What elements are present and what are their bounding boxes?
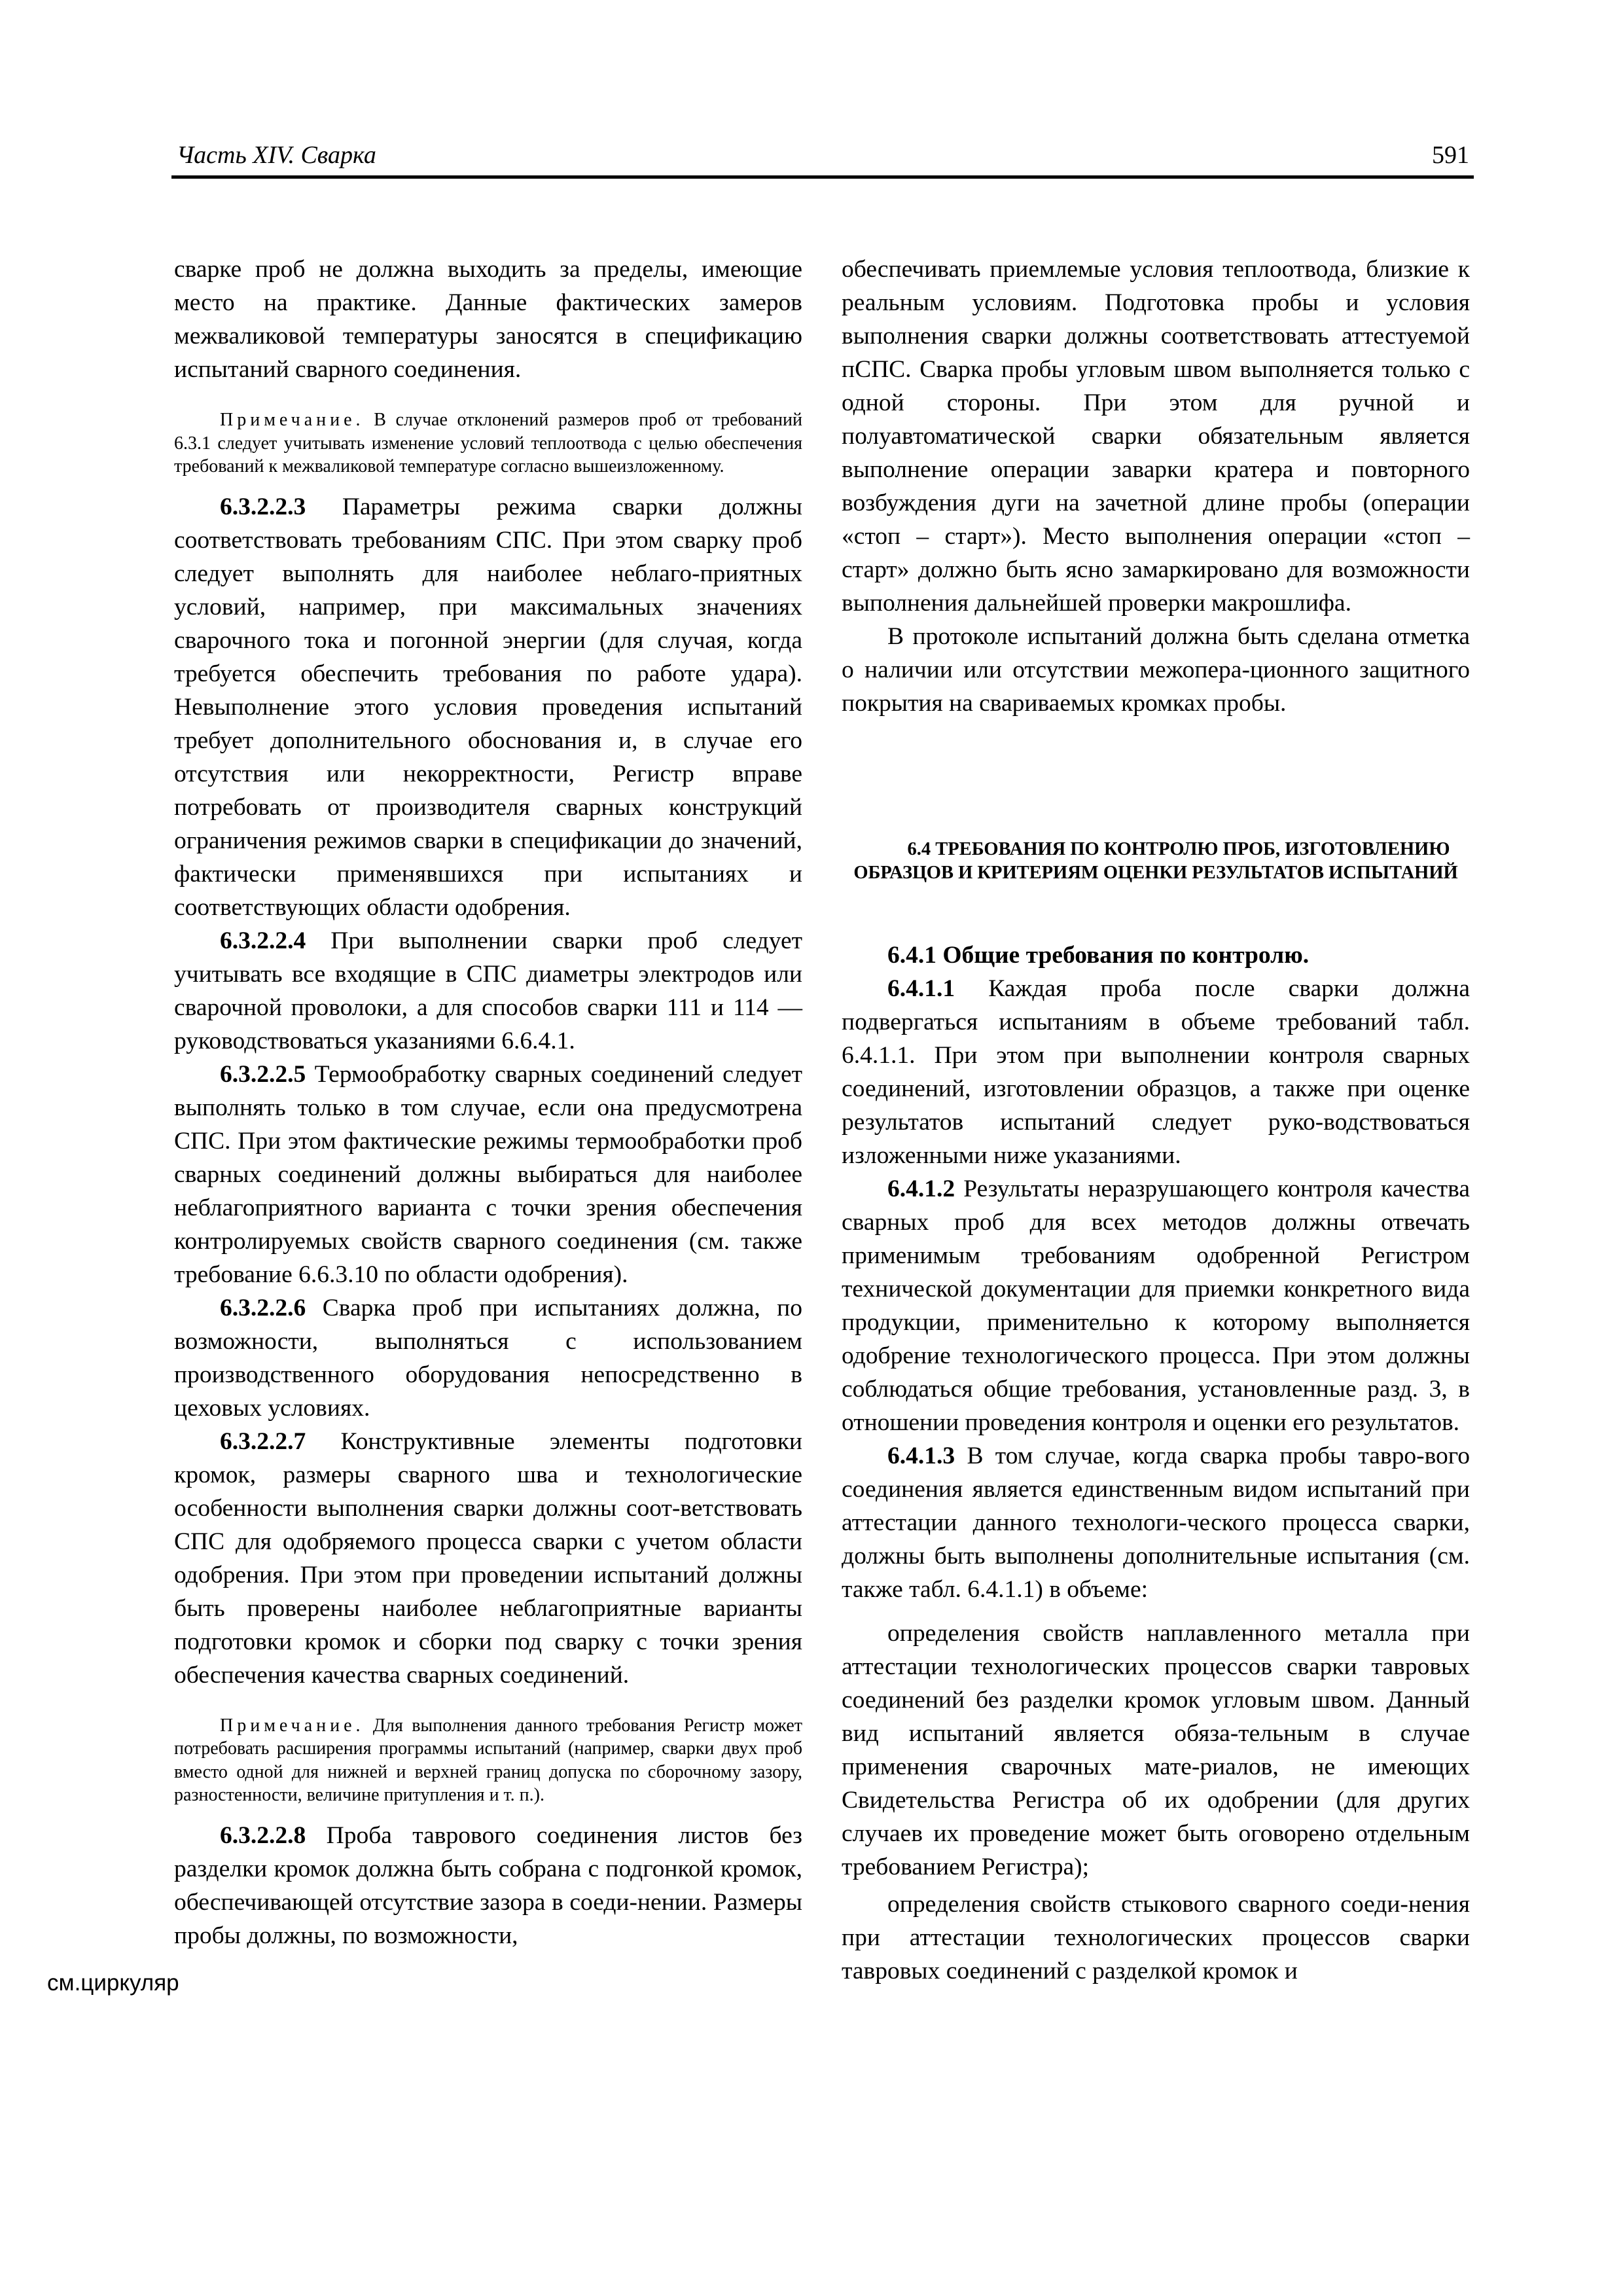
clause-number: 6.3.2.2.5 (220, 1060, 306, 1088)
note-text: Для выполнения данного требования Регистр может потребовать расширения программы испытаний (например, сварки двух проб вместо одной для нижней и верхней границ допуска по сборочному зазору, разностенности, величине притупления и т. п.). (174, 1715, 802, 1805)
note-label: Примечание. (220, 1715, 365, 1736)
clause-text: В том случае, когда сварка пробы тавро-вого соединения является единственным видом испытаний при аттестации данного технологи-ческого процесса сварки, должны быть выполнены дополнительные испытания (см. также табл. 6.4.1.1) в объеме: (842, 1443, 1470, 1603)
note-2 (174, 1714, 802, 1807)
note-text: В случае отклонений размеров проб от требований 6.3.1 следует учитывать изменение условий теплоотвода с целью обеспечения требований к межваликовой температуре согласно вышеизложенному. (174, 410, 802, 476)
note-1 (174, 408, 802, 478)
note-label: Примечание. (220, 410, 365, 430)
clause-number: 6.3.2.2.3 (220, 493, 306, 520)
paragraph-continuation: обеспечивать приемлемые условия теплоотвода, близкие к реальным условиям. Подготовка пробы и условия выполнения сварки должны соответствовать аттестуемой пСПС. Сварка пробы угловым швом выполняется только с одной стороны. При этом для ручной и полуавтоматической сварки обязательным является выполнение операции заварки кратера и повторного возбуждения дуги на зачетной длине пробы (операции «стоп – старт»). Место выполнения операции «стоп – старт» должно быть ясно замаркировано для возможности выполнения дальнейшей проверки макрошлифа. (842, 256, 1470, 617)
paragraph-6-3-2-2-5 (174, 1058, 802, 1291)
paragraph-6-4-1-2 (842, 1172, 1470, 1439)
section-heading: 6.4 ТРЕБОВАНИЯ ПО КОНТРОЛЮ ПРОБ, ИЗГОТОВЛЕНИЮ ОБРАЗЦОВ И КРИТЕРИЯМ ОЦЕНКИ РЕЗУЛЬТАТОВ ИСПЫТАНИЙ (853, 839, 1458, 883)
subheading: 6.4.1 Общие требования по контролю. (887, 942, 1310, 969)
clause-number: 6.4.1.2 (887, 1175, 955, 1202)
paragraph-6-3-2-2-7 (174, 1425, 802, 1692)
margin-note: см.циркуляр (47, 1970, 179, 1996)
clause-number: 6.4.1.1 (887, 975, 955, 1002)
paragraph-protocol: В протоколе испытаний должна быть сделана отметка о наличии или отсутствии межопера-ционного защитного покрытия на свариваемых кромках пробы. (842, 623, 1470, 717)
clause-text: При выполнении сварки проб следует учитывать все входящие в СПС диаметры электродов или сварочной проволоки, а для способов сварки 111 и 114 — руководствоваться указаниями 6.6.4.1. (174, 927, 802, 1054)
paragraph-6-4-1-1 (842, 972, 1470, 1172)
page-number: 591 (1432, 141, 1469, 169)
clause-number: 6.3.2.2.4 (220, 927, 306, 954)
clause-text: Параметры режима сварки должны соответствовать требованиям СПС. При этом сварку проб следует выполнять для наиболее неблаго-приятных условий, например, при максимальных значениях сварочного тока и погонной энергии (для случая, когда требуется обеспечить требования по работе удара). Невыполнение этого условия проведения испытаний требует дополнительного обоснования и, в случае его отсутствия или некорректности, Регистр вправе потребовать от производителя сварных конструкций ограничения режимов сварки в спецификации до значений, фактически применявшихся при испытаниях и соответствующих области одобрения. (174, 493, 803, 921)
clause-text: Проба таврового соединения листов без разделки кромок должна быть собрана с подгонкой кромок, обеспечивающей отсутствие зазора в соеди-нении. Размеры пробы должны, по возможности, (174, 1821, 802, 1949)
clause-number: 6.3.2.2.8 (220, 1821, 306, 1849)
right-column (842, 253, 1470, 1988)
clause-number: 6.3.2.2.6 (220, 1294, 306, 1321)
paragraph-6-3-2-2-4 (174, 924, 802, 1058)
list-item-deposited-metal: определения свойств наплавленного металла при аттестации технологических процессов сварки тавровых соединений без разделки кромок угловым швом. Данный вид испытаний является обяза-тельным в случае применения сварочных мате-риалов, не имеющих Свидетельства Регистра об их одобрении (для других случаев их проведение может быть оговорено отдельным требованием Регистра); (842, 1620, 1470, 1880)
header-rule (171, 175, 1474, 179)
left-column (174, 253, 802, 1952)
clause-text: Термообработку сварных соединений следует выполнять только в том случае, если она предусмотрена СПС. При этом фактические режимы термообработки проб сварных соединений должны выбираться для наиболее неблагоприятного варианта с точки зрения обеспечения контролируемых свойств сварного соединения (см. также требование 6.6.3.10 по области одобрения). (174, 1060, 802, 1288)
list-item-butt-joint: определения свойств стыкового сварного соеди-нения при аттестации технологических процессов сварки тавровых соединений с разделкой кромок и (842, 1891, 1470, 1984)
paragraph-intro: сварке проб не должна выходить за пределы, имеющие место на практике. Данные фактических замеров межваликовой температуры заносятся в спецификацию испытаний сварного соединения. (174, 256, 802, 383)
clause-number: 6.4.1.3 (887, 1443, 955, 1469)
paragraph-6-3-2-2-6 (174, 1291, 802, 1425)
running-header-title: Часть XIV. Сварка (177, 141, 376, 169)
clause-text: Каждая проба после сварки должна подвергаться испытаниям в объеме требований табл. 6.4.1.1. При этом при выполнении контроля сварных соединений, изготовлении образцов, а также при оценке результатов испытаний следует руко-водствоваться изложенными ниже указаниями. (842, 975, 1470, 1169)
paragraph-6-4-1-3 (842, 1439, 1470, 1606)
clause-text: Результаты неразрушающего контроля качества сварных проб для всех методов должны отвечать применимым требованиям одобренной Регистром технической документации для приемки конкретного вида продукции, применительно к которому выполняется одобрение технологического процесса. При этом должны соблюдаться общие требования, установленные разд. 3, в отношении проведения контроля и оценки его результатов. (842, 1175, 1471, 1436)
paragraph-6-3-2-2-3 (174, 490, 802, 924)
clause-number: 6.3.2.2.7 (220, 1427, 306, 1455)
paragraph-6-3-2-2-8 (174, 1819, 802, 1952)
clause-text: Сварка проб при испытаниях должна, по возможности, выполняться с использованием производственного оборудования непосредственно в цеховых условиях. (174, 1294, 803, 1422)
clause-text: Конструктивные элементы подготовки кромок, размеры сварного шва и технологические особенности выполнения сварки должны соот-ветствовать СПС для одобряемого процесса сварки с учетом области одобрения. При этом при проведении испытаний должны быть проверены наиболее неблагоприятные варианты подготовки кромок и сборки под сварку с точки зрения обеспечения качества сварных соединений. (174, 1427, 803, 1689)
